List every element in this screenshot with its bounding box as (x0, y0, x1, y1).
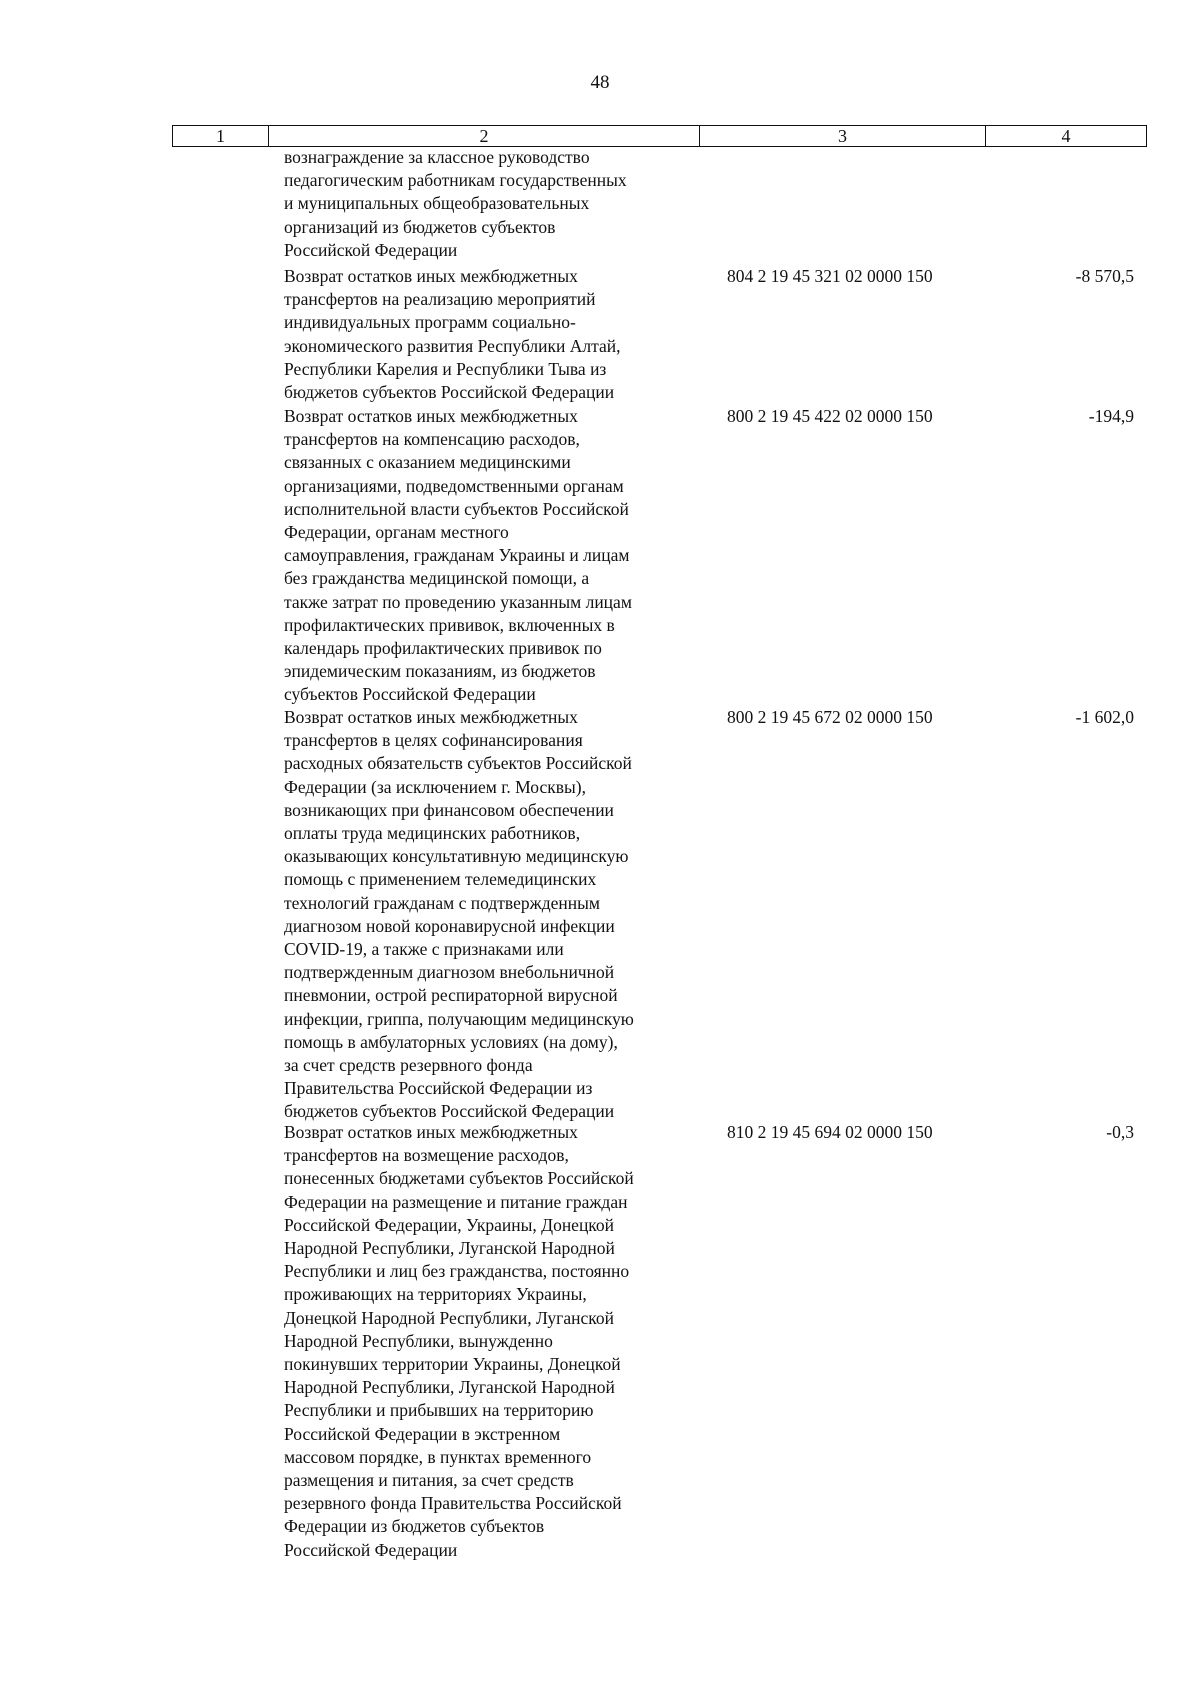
description-line: диагнозом новой коронавирусной инфекции (284, 915, 615, 936)
description-line: субъектов Российской Федерации (284, 684, 536, 705)
row-description (284, 405, 704, 707)
row-description (284, 1121, 704, 1562)
description-line: связанных с оказанием медицинскими (284, 452, 571, 473)
description-line: покинувших территории Украины, Донецкой (284, 1354, 621, 1375)
description-line: пневмонии, острой респираторной вирусной (284, 985, 618, 1006)
description-line: календарь профилактических прививок по (284, 638, 602, 659)
description-line: организациями, подведомственными органам (284, 475, 624, 496)
description-line: трансфертов на возмещение расходов, (284, 1145, 569, 1166)
column-header-1: 1 (173, 126, 269, 147)
column-header-3: 3 (700, 126, 986, 147)
description-line: Российской Федерации, Украины, Донецкой (284, 1214, 615, 1235)
amount-value: -8 570,5 (1075, 266, 1134, 286)
description-line: также затрат по проведению указанным лицам (284, 591, 632, 612)
budget-classification-code: 810 2 19 45 694 02 0000 150 (727, 1122, 933, 1142)
description-line: помощь в амбулаторных условиях (на дому), (284, 1031, 618, 1052)
description-line: организаций из бюджетов субъектов (284, 216, 556, 237)
description-line: Федерации (за исключением г. Москвы), (284, 776, 586, 797)
page-number: 48 (590, 72, 610, 93)
amount-value: -0,3 (1106, 1122, 1134, 1142)
description-line: понесенных бюджетами субъектов Российской (284, 1168, 634, 1189)
row-description (284, 265, 704, 404)
description-line: самоуправления, гражданам Украины и лицам (284, 545, 630, 566)
description-line: размещения и питания, за счет средств (284, 1470, 574, 1491)
row-description (284, 706, 704, 1124)
description-line: Правительства Российской Федерации из (284, 1078, 593, 1099)
description-line: Народной Республики, вынужденно (284, 1330, 553, 1351)
description-line: Федерации из бюджетов субъектов (284, 1516, 545, 1537)
description-line: оплаты труда медицинских работников, (284, 823, 581, 844)
description-line: экономического развития Республики Алтай, (284, 335, 621, 356)
description-line: Народной Республики, Луганской Народной (284, 1238, 615, 1259)
description-line: Республики и лиц без гражданства, постоянно (284, 1261, 630, 1282)
description-line: инфекции, гриппа, получающим медицинскую (284, 1008, 634, 1029)
description-line: возникающих при финансовом обеспечении (284, 799, 614, 820)
budget-classification-code: 804 2 19 45 321 02 0000 150 (727, 266, 933, 286)
description-line: оказывающих консультативную медицинскую (284, 846, 629, 867)
description-line: COVID-19, а также с признаками или (284, 939, 564, 960)
description-line: трансфертов в целях софинансирования (284, 730, 583, 751)
description-line: эпидемическим показаниям, из бюджетов (284, 661, 596, 682)
budget-classification-code: 800 2 19 45 422 02 0000 150 (727, 406, 933, 426)
description-line: проживающих на территориях Украины, (284, 1284, 587, 1305)
description-line: Федерации, органам местного (284, 522, 509, 543)
description-line: технологий гражданам с подтвержденным (284, 892, 600, 913)
description-line: резервного фонда Правительства Российской (284, 1493, 622, 1514)
description-line: трансфертов на компенсацию расходов, (284, 429, 580, 450)
description-line: без гражданства медицинской помощи, а (284, 568, 590, 589)
description-line: Народной Республики, Луганской Народной (284, 1377, 615, 1398)
description-line: бюджетов субъектов Российской Федерации (284, 382, 615, 403)
description-line: расходных обязательств субъектов Российской (284, 753, 632, 774)
description-line: Республики Карелия и Республики Тыва из (284, 358, 607, 379)
description-line: Возврат остатков иных межбюджетных (284, 406, 578, 426)
description-line: педагогическим работникам государственных (284, 170, 627, 191)
description-line: исполнительной власти субъектов Российской (284, 498, 629, 519)
description-line: за счет средств резервного фонда (284, 1055, 533, 1076)
description-line: Возврат остатков иных межбюджетных (284, 1122, 578, 1142)
amount-value: -1 602,0 (1075, 707, 1134, 727)
description-line: индивидуальных программ социально- (284, 312, 576, 333)
description-line: Федерации на размещение и питание граждан (284, 1191, 628, 1212)
description-line: Возврат остатков иных межбюджетных (284, 707, 578, 727)
description-line: помощь с применением телемедицинских (284, 869, 597, 890)
description-line: Российской Федерации (284, 1539, 458, 1560)
description-line: вознаграждение за классное руководство (284, 147, 590, 167)
description-line: Возврат остатков иных межбюджетных (284, 266, 578, 286)
column-header-2: 2 (269, 126, 700, 147)
description-line: и муниципальных общеобразовательных (284, 193, 590, 214)
row-description (284, 146, 704, 262)
amount-value: -194,9 (1088, 406, 1134, 426)
description-line: бюджетов субъектов Российской Федерации (284, 1101, 615, 1122)
description-line: массовом порядке, в пунктах временного (284, 1446, 592, 1467)
description-line: профилактических прививок, включенных в (284, 614, 615, 635)
description-line: Республики и прибывших на территорию (284, 1400, 594, 1421)
description-line: подтвержденным диагнозом внебольничной (284, 962, 615, 983)
column-header-4: 4 (986, 126, 1147, 147)
description-line: Российской Федерации (284, 239, 458, 260)
column-header-row (173, 126, 1147, 147)
description-line: Российской Федерации в экстренном (284, 1423, 561, 1444)
budget-classification-code: 800 2 19 45 672 02 0000 150 (727, 707, 933, 727)
column-header-table (172, 125, 1147, 147)
description-line: трансфертов на реализацию мероприятий (284, 289, 596, 310)
description-line: Донецкой Народной Республики, Луганской (284, 1307, 614, 1328)
